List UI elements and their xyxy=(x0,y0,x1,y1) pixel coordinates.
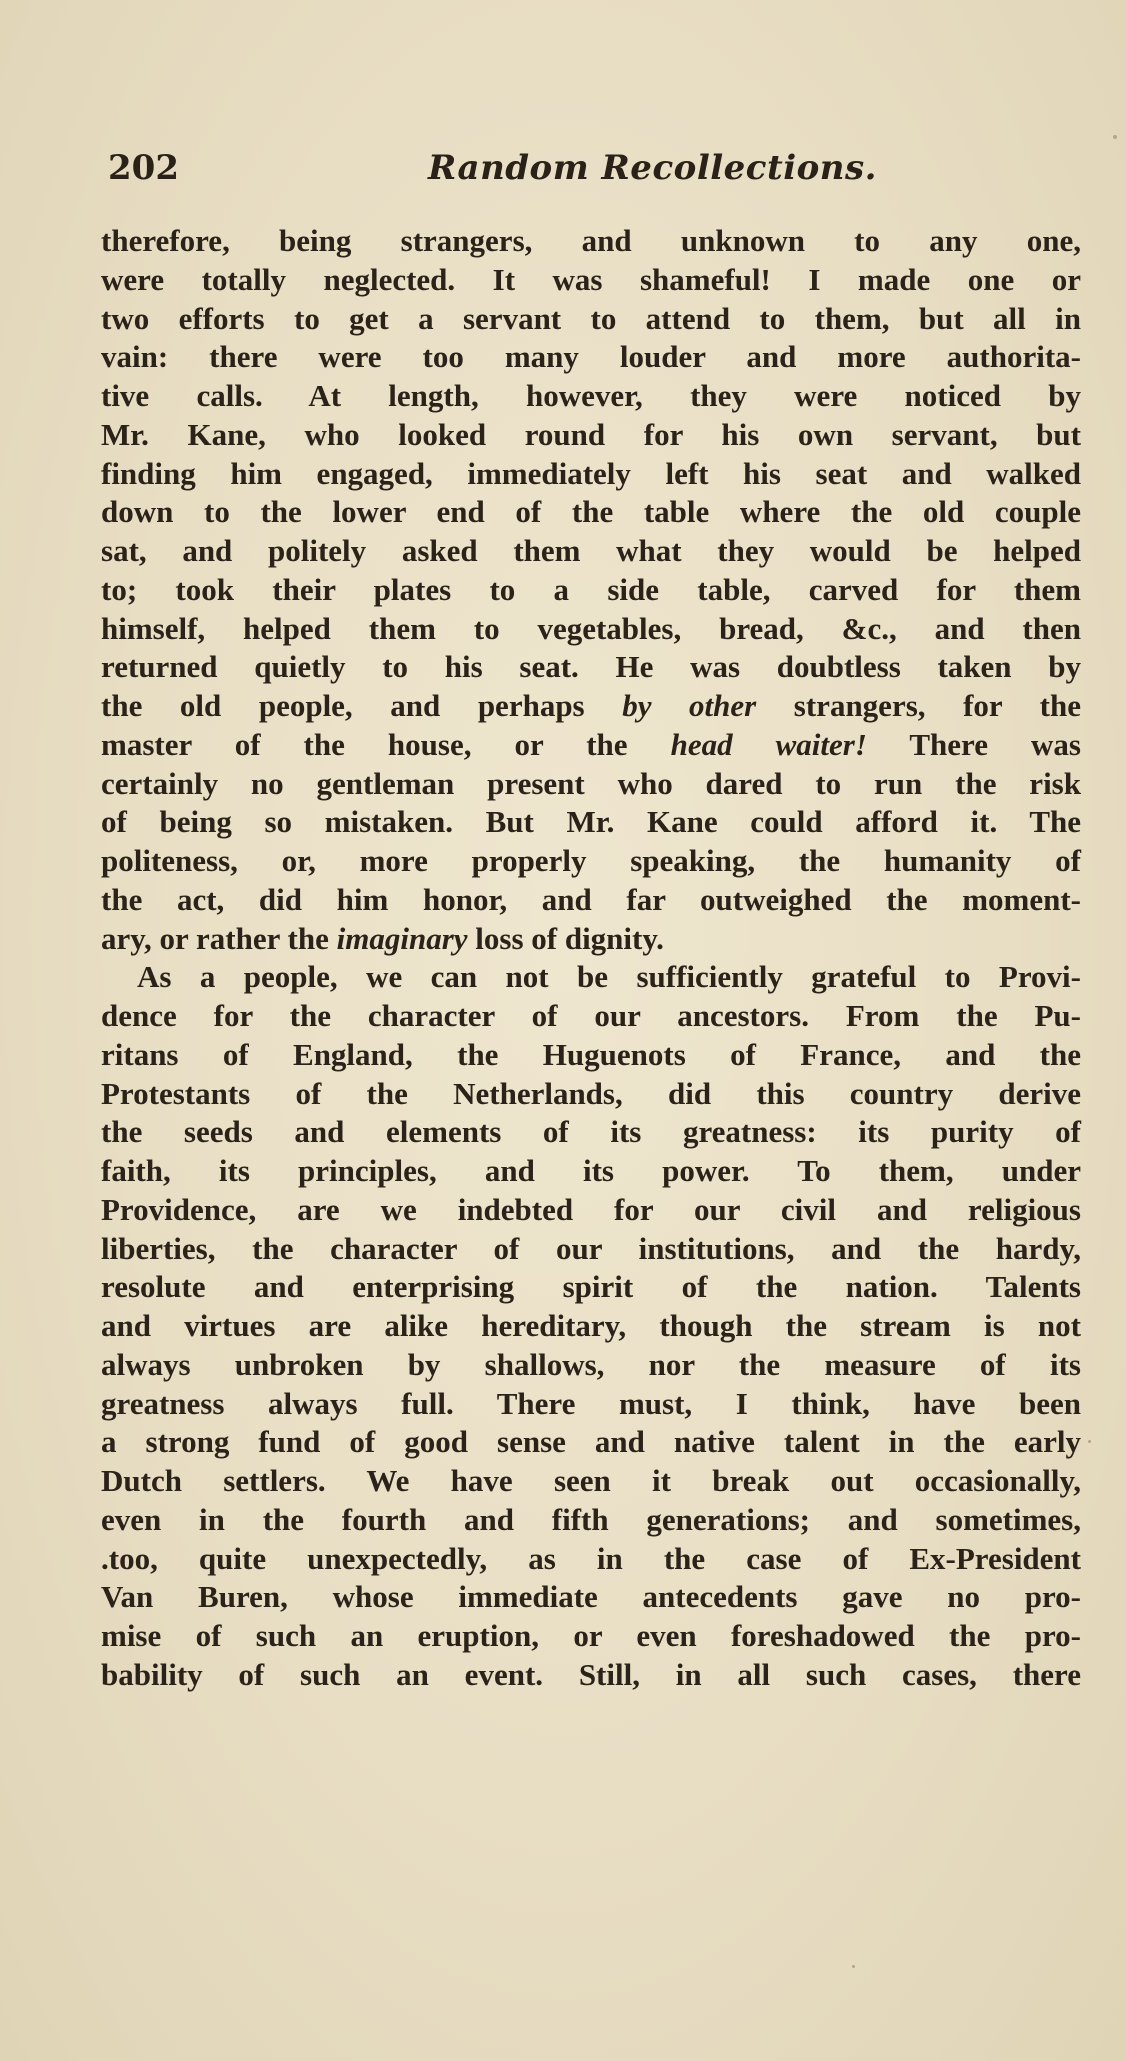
text-line-6: Mr. Kane, who looked round for his own servant, but xyxy=(101,416,1081,452)
text-line-38: bability of such an event. Still, in all such cases, there xyxy=(101,1656,1081,1692)
text-line-19: ary, or rather the imaginary loss of dignity. xyxy=(101,920,664,956)
text-line-17: politeness, or, more properly speaking, the humanity of xyxy=(101,843,1081,878)
page-number: 202 xyxy=(108,148,179,188)
text-line-21: dence for the character of our ancestors. From the Pu- xyxy=(101,998,1081,1033)
text-line-35: .too, quite unexpectedly, as in the case of Ex-President xyxy=(101,1540,1081,1576)
paper-speck xyxy=(852,1965,855,1968)
text-line-11: himself, helped them to vegetables, bread, &c., and then xyxy=(101,610,1081,646)
text-line-2: were totally neglected. It was shameful! I made one or xyxy=(101,261,1081,297)
page-header xyxy=(108,148,1080,198)
text-line-1: therefore, being strangers, and unknown to any one, xyxy=(101,223,1081,258)
text-line-7: finding him engaged, immediately left his seat and walked xyxy=(101,455,1081,491)
text-line-22: ritans of England, the Huguenots of France, and the xyxy=(101,1036,1081,1072)
text-line-31: greatness always full. There must, I think, have been xyxy=(101,1385,1081,1421)
text-line-27: liberties, the character of our institutions, and the hardy, xyxy=(101,1230,1081,1266)
text-line-8: down to the lower end of the table where the old couple xyxy=(101,494,1081,530)
text-line-5: tive calls. At length, however, they were noticed by xyxy=(101,378,1081,413)
text-line-29: and virtues are alike hereditary, though the stream is not xyxy=(101,1308,1081,1343)
text-line-15: certainly no gentleman present who dared to run the risk xyxy=(101,765,1081,801)
text-line-3: two efforts to get a servant to attend to them, but all in xyxy=(101,300,1081,336)
text-line-23: Protestants of the Netherlands, did this country derive xyxy=(101,1075,1081,1111)
italic-head-waiter: head waiter! xyxy=(670,726,867,762)
text-line-32: a strong fund of good sense and native talent in the early xyxy=(101,1424,1081,1460)
paper-speck xyxy=(1088,1440,1091,1443)
text-line-18: the act, did him honor, and far outweighed the moment- xyxy=(101,881,1081,917)
text-line-28: resolute and enterprising spirit of the nation. Talents xyxy=(101,1269,1081,1305)
text-line-12: returned quietly to his seat. He was doubtless taken by xyxy=(101,649,1081,685)
text-line-9: sat, and politely asked them what they would be helped xyxy=(101,533,1081,568)
text-line-34: even in the fourth and fifth generations; and sometimes, xyxy=(101,1501,1081,1537)
body-text xyxy=(101,222,1081,1695)
text-line-4: vain: there were too many louder and more authorita- xyxy=(101,339,1081,375)
running-title: Random Recollections. xyxy=(428,148,877,188)
text-line-13: the old people, and perhaps by other strangers, for the xyxy=(101,688,1082,723)
text-line-33: Dutch settlers. We have seen it break out occasionally, xyxy=(101,1463,1081,1498)
text-line-10: to; took their plates to a side table, carved for them xyxy=(101,571,1081,607)
text-line-16: of being so mistaken. But Mr. Kane could afford it. The xyxy=(101,804,1081,840)
text-line-30: always unbroken by shallows, nor the measure of its xyxy=(101,1346,1081,1382)
text-line-14: master of the house, or the head waiter! There was xyxy=(101,726,1081,762)
text-line-24: the seeds and elements of its greatness: its purity of xyxy=(101,1114,1081,1150)
text-line-20: As a people, we can not be sufficiently grateful to Provi- xyxy=(137,959,1081,995)
text-line-36: Van Buren, whose immediate antecedents gave no pro- xyxy=(101,1579,1081,1615)
text-line-26: Providence, are we indebted for our civil and religious xyxy=(101,1191,1081,1227)
paper-speck xyxy=(1113,135,1117,139)
italic-by-other: by other xyxy=(622,688,757,723)
text-line-37: mise of such an eruption, or even foreshadowed the pro- xyxy=(101,1618,1081,1653)
text-line-25: faith, its principles, and its power. To them, under xyxy=(101,1153,1081,1188)
italic-imaginary: imaginary xyxy=(336,920,468,956)
